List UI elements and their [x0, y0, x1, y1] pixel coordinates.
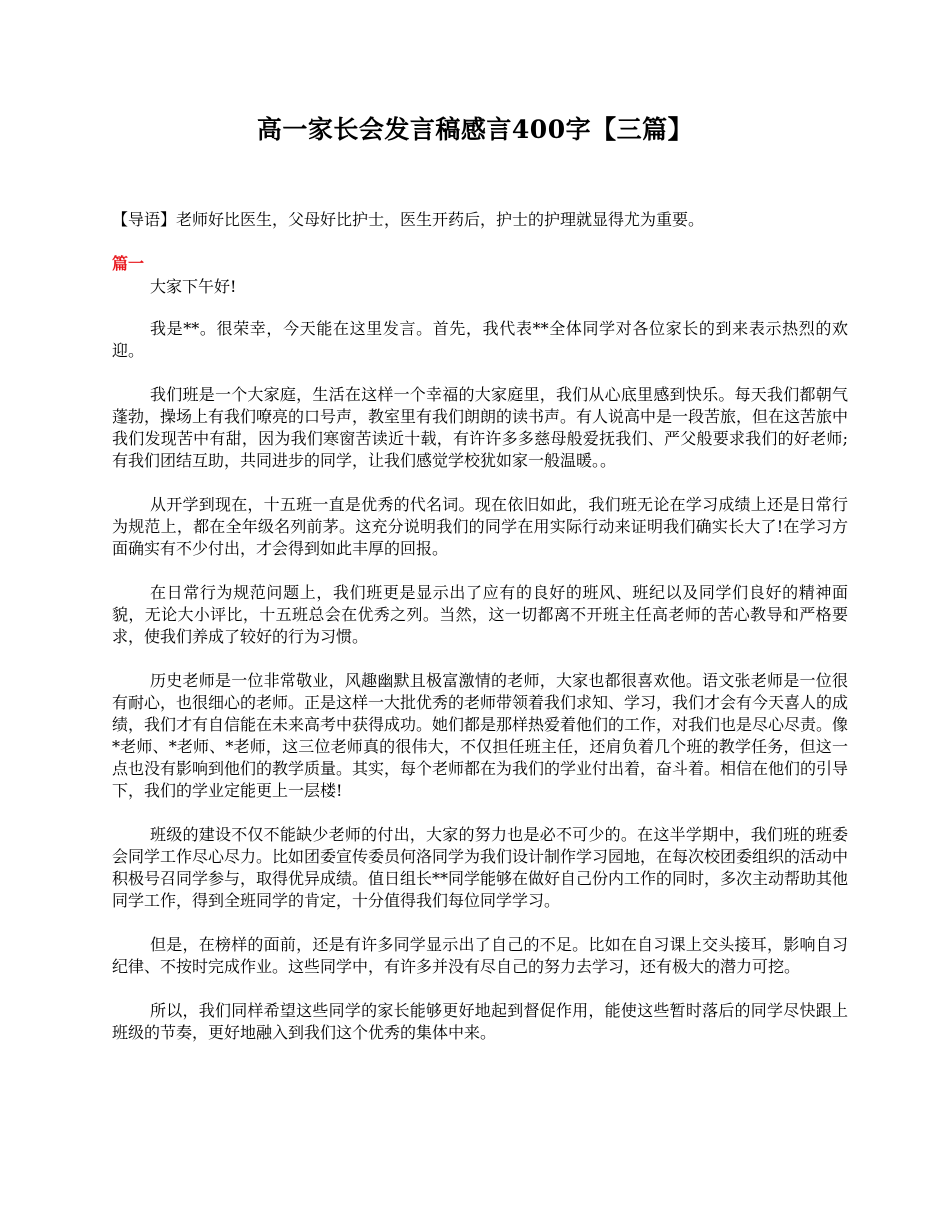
- body-paragraph: 班级的建设不仅不能缺少老师的付出，大家的努力也是必不可少的。在这半学期中，我们班的班委会同学工作尽心尽力。比如团委宣传委员何洛同学为我们设计制作学习园地，在每次校团委组织的活动中积极号召同学参与，取得优异成绩。值日组长**同学能够在做好自己份内工作的同时，多次主动帮助其他同学工作，得到全班同学的肯定，十分值得我们每位同学学习。: [112, 825, 849, 910]
- body-paragraph: 我是**。很荣幸，今天能在这里发言。首先，我代表**全体同学对各位家长的到来表示热烈的欢迎。: [112, 319, 848, 360]
- section-heading: 篇一: [112, 254, 145, 273]
- document-title: 高一家长会发言稿感言400字【三篇】: [256, 115, 694, 144]
- intro-paragraph: 【导语】老师好比医生，父母好比护士，医生开药后，护士的护理就显得尤为重要。: [112, 210, 705, 229]
- body-paragraph: 所以，我们同样希望这些同学的家长能够更好地起到督促作用，能使这些暂时落后的同学尽快跟上班级的节奏，更好地融入到我们这个优秀的集体中来。: [112, 1001, 848, 1042]
- body-paragraph: 从开学到现在，十五班一直是优秀的代名词。现在依旧如此，我们班无论在学习成绩上还是日常行为规范上，都在全年级名列前茅。这充分说明我们的同学在用实际行动来证明我们确实长大了!在学习方面确实有不少付出，才会得到如此丰厚的回报。: [112, 495, 848, 558]
- body-paragraph: 但是，在榜样的面前，还是有许多同学显示出了自己的不足。比如在自习课上交头接耳，影响自习纪律、不按时完成作业。这些同学中，有许多并没有尽自己的努力去学习，还有极大的潜力可挖。: [112, 935, 848, 976]
- body-paragraph: 历史老师是一位非常敬业，风趣幽默且极富激情的老师，大家也都很喜欢他。语文张老师是一位很有耐心，也很细心的老师。正是这样一大批优秀的老师带领着我们求知、学习，我们才会有今天喜人的成绩，我们才有自信能在未来高考中获得成功。她们都是那样热爱着他们的工作，对我们也是尽心尽责。像*老师、*老师、*老师，这三位老师真的很伟大，不仅担任班主任，还肩负着几个班的教学任务，但这一点也没有影响到他们的教学质量。其实，每个老师都在为我们的学业付出着，奋斗着。相信在他们的引导下，我们的学业定能更上一层楼!: [112, 671, 849, 800]
- body-paragraph: 我们班是一个大家庭，生活在这样一个幸福的大家庭里，我们从心底里感到快乐。每天我们都朝气蓬勃，操场上有我们嘹亮的口号声，教室里有我们朗朗的读书声。有人说高中是一段苦旅，但在这苦旅中我们发现苦中有甜，因为我们寒窗苦读近十载，有许许多多慈母般爱抚我们、严父般要求我们的好老师;有我们团结互助，共同进步的同学，让我们感觉学校犹如家一般温暖。。: [112, 385, 849, 470]
- document-body: [112, 276, 848, 1066]
- body-paragraph: 在日常行为规范问题上，我们班更是显示出了应有的良好的班风、班纪以及同学们良好的精神面貌，无论大小评比，十五班总会在优秀之列。当然，这一切都离不开班主任高老师的苦心教导和严格要求，使我们养成了较好的行为习惯。: [112, 583, 848, 646]
- greeting-paragraph: 大家下午好!: [150, 277, 237, 296]
